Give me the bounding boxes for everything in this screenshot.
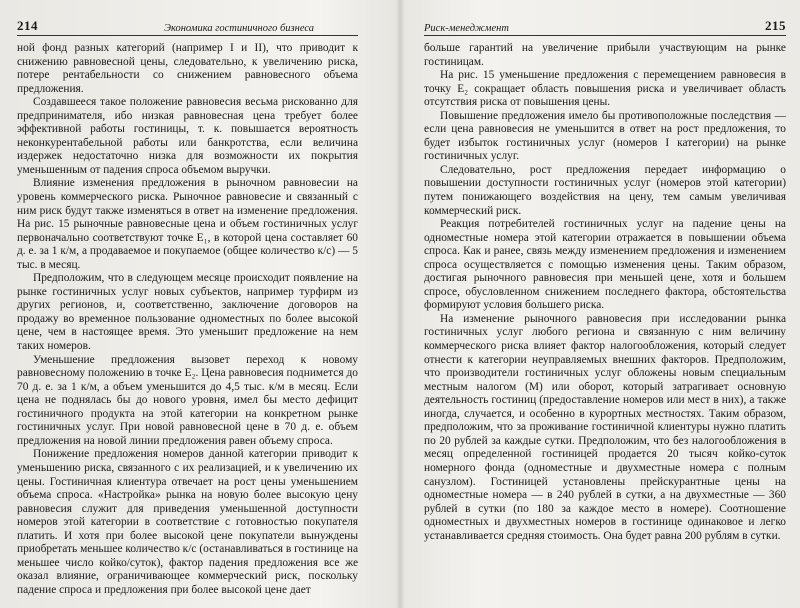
paragraph: Следовательно, рост предложения передает информацию о повышении доступности гостиничных услуг (номеров этой категории) путем понижающего воздействия на цену, тем самым увеличивая коммерческий риск. [424, 163, 786, 217]
right-page-number: 215 [765, 18, 786, 33]
left-running-title: Экономика гостиничного бизнеса [164, 23, 314, 34]
left-page-header [17, 18, 358, 36]
right-page-header [424, 18, 786, 36]
paragraph: больше гарантий на увеличение прибыли участвующим на рынке гостиницам. [424, 42, 786, 68]
paragraph: Уменьшение предложения вызовет переход к новому равновесному положению в точке E₂. Цена равновесия поднимется до 70 д. е. за 1 к/м, а объем уменьшится до 4,5 тыс. к/м в месяц. Если цена не поднялась бы до нового уровня, имел бы место дефицит гостиничного продукта на этой категории на конкретном рынке гостиничных услуг. При новой равновесной цене в 70 д. е. объем предложения на новой линии предложения равен объему спроса. [17, 353, 358, 447]
paragraph: Повышение предложения имело бы противоположные последствия — если цена равновесия не уменьшится в ответ на рост предложения, то будет избыток гостиничных услуг (номеров I категории) на рынке гостиничных услуг. [424, 109, 786, 163]
left-page-text [17, 42, 358, 597]
left-page-number: 214 [17, 18, 38, 33]
paragraph: Создавшееся такое положение равновесия весьма рискованно для предпринимателя, ибо низкая равновесная цена требует более эффективной работы гостиницы, т. к. повышается вероятность неконкурентабельной работы или банкротства, если величина издержек недостаточно низка для возможности их покрытия уменьшенным от падения спроса объемом выручки. [17, 96, 358, 176]
left-page [0, 0, 398, 608]
paragraph: Понижение предложения номеров данной категории приводит к уменьшению риска, связанного с их реализацией, и к увеличению их цены. Гостиничная клиентура отвечает на рост цены уменьшением объема спроса. «Настройка» рынка на новую более высокую цену равновесия служит для приведения уменьшенной доступности номеров этой категории в соответствие с готовностью покупателя платить. И хотя при более высокой цене покупатели вынуждены приобретать меньшее количество к/с (останавливаться в гостинице на меньшее число койко/суток), фактор падения предложения все же оказал влияние, ограничивающее коммерческий риск, поскольку падение спроса и предложения при более высокой цене дает [17, 448, 358, 596]
right-page [403, 0, 800, 608]
paragraph: Реакция потребителей гостиничных услуг на падение цены на одноместные номера этой категории отражается в повышении объема спроса. Как и ранее, связь между изменением предложения и изменением спроса осуществляется с помощью изменения цены. Таким образом, достигая рыночного равновесия при меньшей цене, хотя и большем спросе, обусловленном снижением последнего фактора, обстоятельства формируют условия большего риска. [424, 218, 786, 312]
paragraph: Предположим, что в следующем месяце происходит появление на рынке гостиничных услуг новых субъектов, например турфирм из других регионов, и, соответственно, заключение договоров на продажу во временное пользование одноместных по более высокой цене, чем в настоящее время. Это уменьшит предложение на нем таких номеров. [17, 272, 358, 353]
paragraph: На изменение рыночного равновесия при исследовании рынка гостиничных услуг любого региона и связанную с ним величину коммерческого риска влияет фактор налогообложения, который следует отнести к категории неуправляемых внешних факторов. Предположим, что производители гостиничных услуг обложены новым специальным местным налогом (М) или оборот, который затрагивает основную деятельность гостиниц (предоставление номеров или мест в них), а также иногда, случается, и особенно в курортных местностях. Таким образом, предположим, что за проживание гостиничной клиентуры нужно платить по 20 рублей за каждые сутки. Предположим, что без налогообложения в месяц определенной гостиницей продается 20 тысяч койко-суток номерного фонда (одноместные и двухместные номера с полным санузлом). Гостиницей установлены прейскурантные цены на одноместные номера — в 240 рублей в сутки, а на двухместные — 360 рублей в сутки (по 180 за каждое место в номере). Соотношение одноместных и двухместных номеров в гостинице одинаковое и легко устанавливается средняя стоимость. Она будет равна 200 рублям в сутки. [424, 312, 786, 542]
paragraph: ной фонд разных категорий (например I и II), что приводит к снижению равновесной цены, следовательно, к увеличению риска, потере рентабельности со снижением равновесного объема предложения. [17, 42, 358, 95]
right-page-text [424, 42, 786, 543]
right-running-title: Риск-менеджмент [424, 23, 509, 34]
paragraph: Влияние изменения предложения в рыночном равновесии на уровень коммерческого риска. Рыночное равновесие и связанный с ним риск будут также изменяться в ответ на изменение предложения. На рис. 15 рыночные равновесные цена и объем гостиничных услуг первоначально соответствуют точке E₁, в которой цена составляет 60 д. е. за 1 к/м, а продаваемое и покупаемое (общее количество к/с) — 5 тыс. в месяц. [17, 177, 358, 271]
paragraph: На рис. 15 уменьшение предложения с перемещением равновесия в точку E₂ сокращает область повышения риска и увеличивает область отсутствия риска от повышения цены. [424, 69, 786, 109]
